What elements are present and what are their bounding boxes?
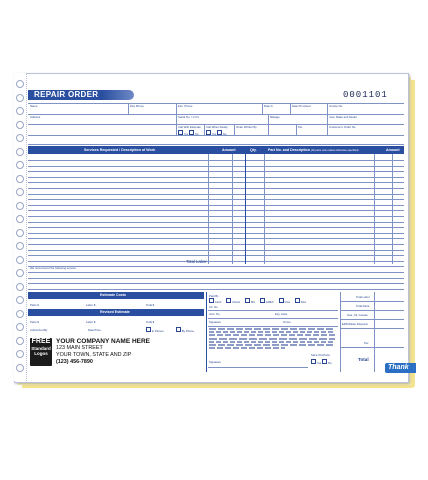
pay-option-label: Disc: [300, 300, 307, 304]
pinfeed-hole: [16, 107, 24, 115]
fine-print-line: [209, 328, 335, 330]
pay-option-amex[interactable]: [260, 298, 274, 304]
checkbox[interactable]: [260, 298, 265, 303]
totals-rule: [340, 328, 404, 329]
ruled-line: [28, 278, 404, 279]
header-divider: [290, 103, 291, 114]
parts-amount-header: Amount: [386, 148, 400, 152]
pay-option-label: Check: [232, 300, 241, 304]
fine-print-line: [209, 341, 335, 343]
in-person-option[interactable]: [146, 327, 164, 333]
totals-rule: [340, 310, 404, 311]
eve-phone-label: Eve. Phone: [178, 104, 193, 108]
pay-option-disc[interactable]: [295, 298, 306, 304]
company-phone: (123) 456-7890: [56, 359, 93, 365]
header-rule: [28, 103, 404, 104]
header-divider: [204, 124, 205, 135]
pinfeed-hole: [16, 121, 24, 129]
yes-label: Yes: [211, 132, 217, 136]
fine-print-line: [209, 344, 335, 346]
fine-print-line: [209, 334, 335, 336]
rev-labor-label: Labor $: [86, 320, 96, 324]
checkbox[interactable]: [206, 130, 211, 135]
header-divider: [296, 124, 297, 135]
date-time-label: Date/Time: [88, 328, 101, 332]
checkbox[interactable]: [189, 130, 194, 135]
no-label: No: [194, 132, 199, 136]
est-labor-label: Labor $: [86, 303, 96, 307]
ruled-line: [28, 210, 404, 211]
fine-print-line: [209, 347, 285, 349]
company-block: [56, 338, 150, 366]
pay-method-list: [209, 298, 339, 304]
year-make-model-label: Year, Make and Model: [329, 115, 357, 119]
header-divider: [262, 103, 263, 114]
ruled-line: [28, 177, 404, 178]
by-phone-option[interactable]: [176, 327, 194, 333]
pinfeed-hole: [16, 350, 24, 358]
estimate-yes-no[interactable]: [178, 130, 198, 136]
pinfeed-hole: [16, 296, 24, 304]
ruled-line: [28, 266, 404, 267]
pinfeed-hole: [16, 229, 24, 237]
parts-note: (All parts new unless otherwise specified): [310, 149, 359, 152]
in-person-label: In Person: [151, 329, 164, 333]
thank-you-tab: Thank You: [385, 363, 416, 373]
free-logo-badge: [30, 338, 52, 366]
mileage-label: Mileage: [270, 115, 280, 119]
checkbox[interactable]: [245, 298, 250, 303]
signature-rule: [208, 367, 308, 368]
ruled-line: [28, 222, 404, 223]
pinfeed-strip: [14, 73, 27, 381]
checkbox[interactable]: [226, 298, 231, 303]
epa-waste-row: EPA/Waste Disposal: [342, 322, 368, 326]
amount-header: Amount: [222, 148, 236, 152]
ruled-line: [28, 194, 404, 195]
pinfeed-hole: [16, 80, 24, 88]
logos-text: Logos: [34, 351, 48, 356]
ruled-line: [28, 160, 404, 161]
rev-parts-label: Parts $: [30, 320, 39, 324]
pinfeed-hole: [16, 148, 24, 156]
pinfeed-hole: [16, 337, 24, 345]
checkbox[interactable]: [322, 359, 327, 364]
ruled-line: [28, 171, 404, 172]
pinfeed-hole: [16, 202, 24, 210]
revised-estimate-label: Revised Estimate: [100, 310, 130, 314]
pinfeed-hole: [16, 364, 24, 372]
checkbox[interactable]: [209, 298, 214, 303]
totals-amount-divider: [374, 292, 375, 372]
pinfeed-hole: [16, 283, 24, 291]
header-divider: [234, 124, 235, 135]
call-estimate-label: Call With Estimate: [178, 125, 201, 129]
qty-header: Qty.: [250, 148, 257, 152]
company-city: YOUR TOWN, STATE AND ZIP: [56, 352, 132, 358]
pay-option-check[interactable]: [226, 298, 240, 304]
payment-rule: [208, 310, 338, 311]
ruled-line: [28, 182, 404, 183]
pay-option-label: MC: [250, 300, 256, 304]
serial-vin-label: Serial No. / V.I.N.: [178, 115, 200, 119]
paid-by-label: Paid By: [209, 294, 219, 298]
date-in-label: Date In: [264, 104, 274, 108]
est-total-label: Total $: [146, 303, 155, 307]
payment-rule: [208, 326, 338, 327]
invoice-no-label: Invoice No.: [329, 104, 343, 108]
pinfeed-hole: [16, 161, 24, 169]
payment-rule: [208, 318, 338, 319]
ruled-line: [28, 283, 404, 284]
ruled-line: [28, 238, 404, 239]
pay-signature-label: Signature: [209, 320, 221, 324]
amount-divider: [232, 154, 233, 264]
written-by-label: Order Written By: [236, 125, 257, 129]
ruled-line: [28, 216, 404, 217]
checkbox[interactable]: [295, 298, 300, 303]
standard-text: Standard: [31, 346, 51, 351]
name-label: Name: [30, 104, 38, 108]
header-divider: [128, 103, 129, 114]
ruled-line: [28, 188, 404, 189]
totals-divider: [340, 292, 341, 372]
recommend-note: We recommend the following service:: [30, 266, 77, 270]
terms-label: Terms: [283, 320, 291, 324]
check-no-label: Ck. No.: [209, 305, 219, 309]
address-label: Address: [30, 115, 41, 119]
grand-total-row: Total: [358, 357, 369, 362]
totals-rule: [340, 347, 404, 348]
signature-label: Signature: [209, 360, 221, 364]
call-ready-label: Call When Ready: [206, 125, 228, 129]
parts-amount-divider: [374, 154, 375, 264]
tax-row: Tax: [364, 341, 369, 345]
header-divider: [327, 114, 328, 135]
header-divider: [176, 114, 177, 135]
header-divider: [176, 103, 177, 114]
header-divider: [268, 114, 269, 135]
gas-oil-row: Gas, Oil, Grease: [347, 313, 368, 317]
exp-date-label: Exp. Date: [275, 312, 288, 316]
pay-option-visa[interactable]: [279, 298, 290, 304]
tax-label: Tax: [298, 125, 303, 129]
ruled-line: [28, 244, 404, 245]
total-labor-row: Total Labor: [356, 295, 370, 299]
by-phone-label: By Phone: [181, 329, 194, 333]
company-name: YOUR COMPANY NAME HERE: [56, 338, 151, 345]
save-parts-yes-no[interactable]: [311, 359, 331, 365]
totals-rule: [340, 301, 404, 302]
acct-no-label: Acct. No.: [209, 312, 221, 316]
company-street: 123 MAIN STREET: [56, 345, 103, 351]
pinfeed-hole: [16, 94, 24, 102]
pinfeed-hole: [16, 242, 24, 250]
rev-total-label: Total $: [146, 320, 155, 324]
pay-option-label: AMEX: [265, 300, 274, 304]
pay-option-cash[interactable]: [209, 298, 221, 304]
no-label: No: [327, 361, 332, 365]
estimate-costs-label: Estimate Costs: [100, 293, 126, 297]
checkbox[interactable]: [279, 298, 284, 303]
checkbox[interactable]: [146, 327, 151, 332]
fine-print-line: [209, 331, 335, 333]
est-parts-label: Parts $: [30, 303, 39, 307]
customer-order-label: Customer's Order No.: [329, 125, 357, 129]
ruled-line: [28, 255, 404, 256]
parts-header: [268, 148, 359, 152]
fine-print-line: [209, 338, 335, 340]
checkbox[interactable]: [311, 359, 316, 364]
totals-rule: [340, 319, 404, 320]
pinfeed-hole: [16, 215, 24, 223]
header-rule: [28, 144, 404, 145]
checkbox[interactable]: [217, 130, 222, 135]
pinfeed-hole: [16, 323, 24, 331]
ruled-line: [28, 261, 404, 262]
yes-label: Yes: [183, 132, 189, 136]
ruled-line: [28, 272, 404, 273]
amount-divider: [208, 154, 209, 264]
ruled-line: [28, 227, 404, 228]
pay-option-label: Cash: [214, 300, 222, 304]
authorized-by-label: Authorized By: [30, 328, 48, 332]
ruled-line: [28, 199, 404, 200]
pay-option-label: Visa: [284, 300, 290, 304]
pinfeed-hole: [16, 188, 24, 196]
ruled-line: [28, 166, 404, 167]
qty-divider: [264, 154, 265, 264]
header-divider: [327, 103, 328, 114]
ready-yes-no[interactable]: [206, 130, 226, 136]
yes-label: Yes: [316, 361, 322, 365]
cents-divider: [392, 154, 393, 264]
free-text: FREE: [31, 338, 51, 345]
pinfeed-hole: [16, 134, 24, 142]
checkbox[interactable]: [178, 130, 183, 135]
pay-option-mc[interactable]: [245, 298, 255, 304]
ruled-line: [28, 205, 404, 206]
ruled-line: [28, 289, 404, 290]
day-phone-label: Day Phone: [130, 104, 144, 108]
center-divider: [245, 154, 246, 264]
form-title: REPAIR ORDER: [28, 90, 134, 100]
ruled-line: [28, 233, 404, 234]
ruled-line: [28, 250, 404, 251]
pinfeed-hole: [16, 269, 24, 277]
authorization-fine-print: [209, 328, 335, 349]
no-label: No: [222, 132, 227, 136]
pinfeed-hole: [16, 310, 24, 318]
parts-header-text: Part No. and Description: [268, 148, 310, 152]
services-header: Services Requested / Description of Work: [84, 148, 156, 152]
total-labor-label: Total Labor: [186, 259, 207, 264]
order-number: 0001101: [343, 90, 388, 100]
save-old-parts-label: Save Old Parts: [311, 353, 330, 357]
pinfeed-hole: [16, 256, 24, 264]
total-parts-row: Total Parts: [356, 304, 370, 308]
date-promised-label: Date Promised: [292, 104, 311, 108]
checkbox[interactable]: [176, 327, 181, 332]
payment-divider: [206, 292, 207, 372]
pinfeed-hole: [16, 175, 24, 183]
